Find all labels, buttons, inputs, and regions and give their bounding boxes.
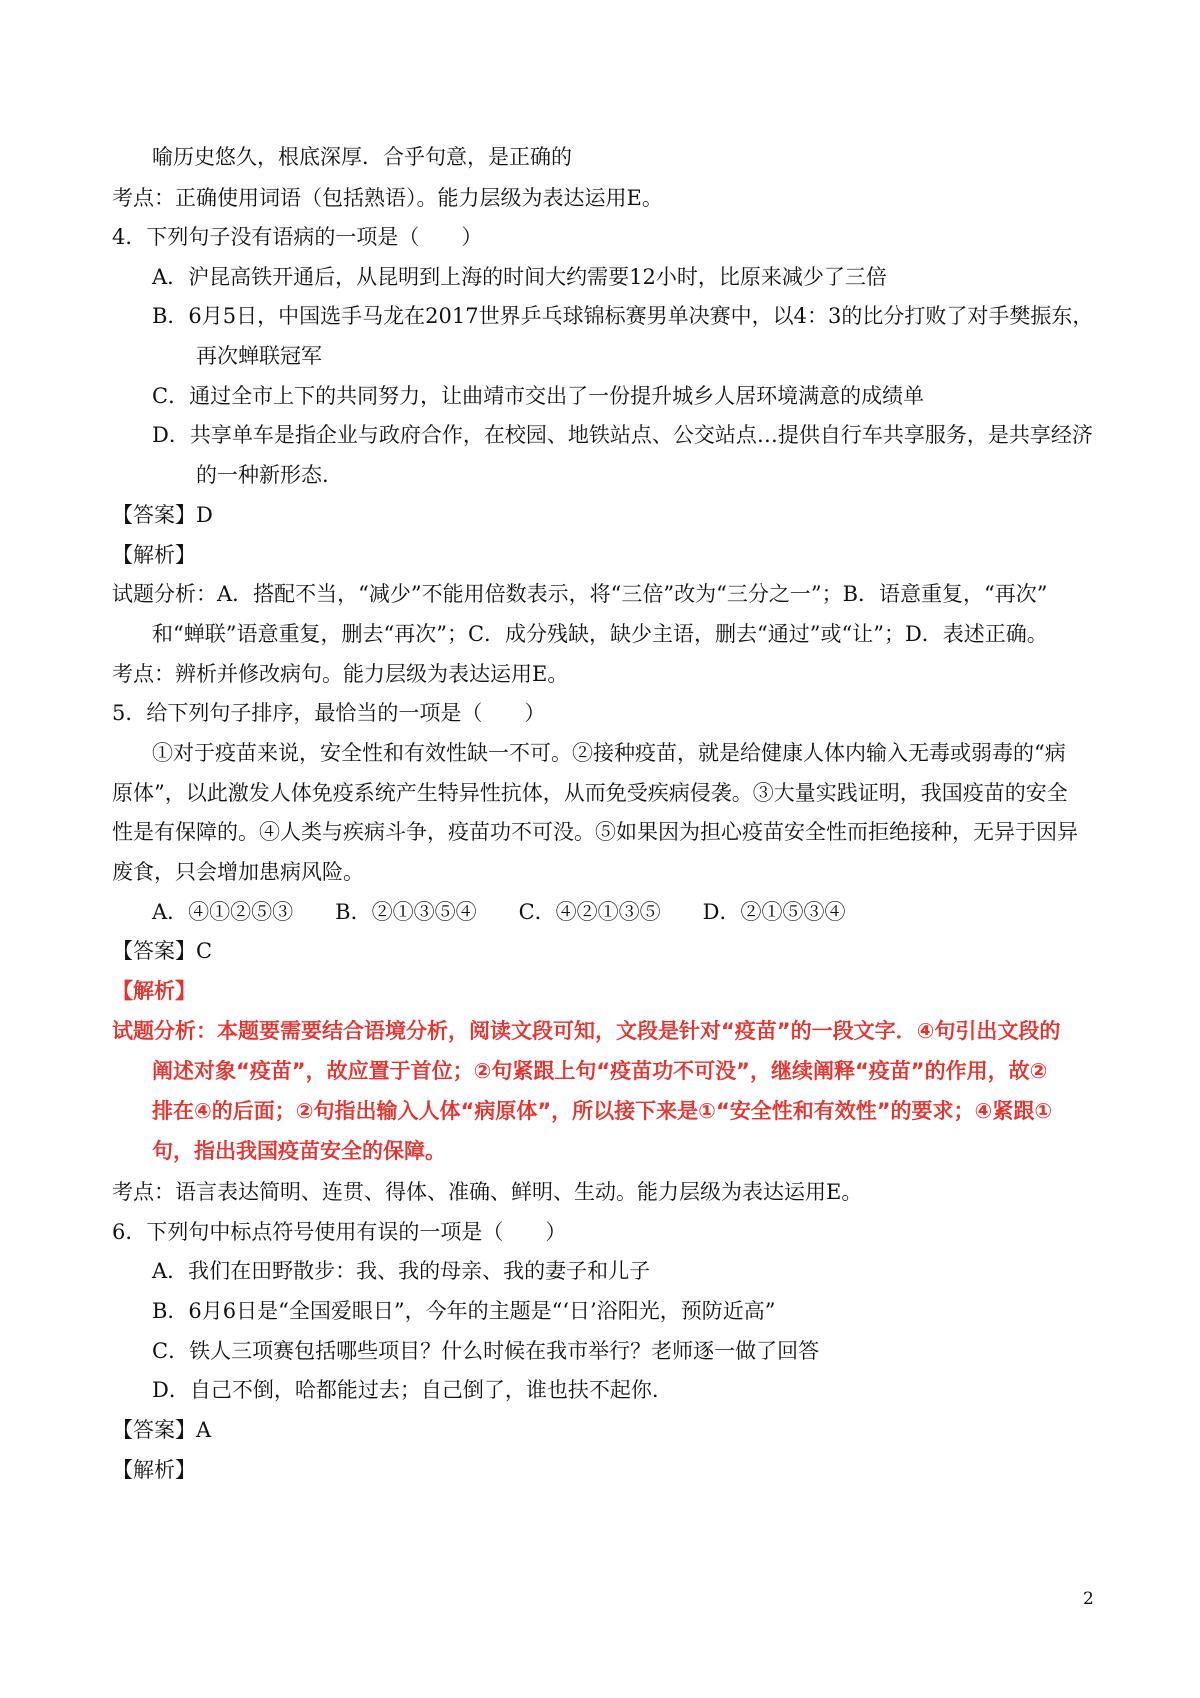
analysis-label: 【解析】 — [112, 543, 196, 567]
passage-text: ①对于疫苗来说，安全性和有效性缺一不可。②接种疫苗，就是给健康人体内输入无毒或弱毒的“病 — [152, 741, 1066, 765]
exam-point: 考点：辨析并修改病句。能力层级为表达运用E。 — [112, 662, 569, 686]
analysis-text: 试题分析：A．搭配不当，“减少”不能用倍数表示，将“三倍”改为“三分之一”；B．语意重复，“再次” — [112, 582, 1048, 606]
exam-point: 考点：语言表达简明、连贯、得体、准确、鲜明、生动。能力层级为表达运用E。 — [112, 1180, 863, 1204]
analysis-text-red: 排在④的后面；②句指出输入人体“病原体”，所以接下来是①“安全性和有效性”的要求；④紧跟① — [152, 1099, 1053, 1123]
option-a: A．沪昆高铁开通后，从昆明到上海的时间大约需要12小时，比原来减少了三倍 — [152, 265, 887, 289]
option-d: D．共享单车是指企业与政府合作，在校园、地铁站点、公交站点…提供自行车共享服务，是共享经济 — [152, 423, 1093, 447]
analysis-text-red: 试题分析：本题要需要结合语境分析，阅读文段可知，文段是针对“疫苗”的一段文字．④句引出文段的 — [112, 1019, 1061, 1043]
analysis-text-red: 阐述对象“疫苗”，故应置于首位；②句紧跟上句“疫苗功不可没”，继续阐释“疫苗”的作用，故② — [152, 1059, 1048, 1083]
answer-label: 【答案】D — [112, 503, 213, 527]
option-d: D．自己不倒，哈都能过去；自己倒了，谁也扶不起你. — [152, 1378, 659, 1402]
option-b: B．6月5日，中国选手马龙在2017世界乒乓球锦标赛男单决赛中，以4：3的比分打败了对手樊振东， — [152, 304, 1094, 328]
text-line: 考点：正确使用词语（包括熟语）。能力层级为表达运用E。 — [112, 186, 663, 210]
option-a: A．我们在田野散步：我、我的母亲、我的妻子和儿子 — [152, 1259, 651, 1283]
page-number: 2 — [1083, 1589, 1094, 1609]
text-line: 喻历史悠久，根底深厚．合乎句意，是正确的 — [152, 145, 572, 169]
question-6-stem: 6．下列句中标点符号使用有误的一项是（ ） — [112, 1220, 567, 1244]
option-b-cont: 再次蝉联冠军 — [196, 344, 322, 368]
question-4-stem: 4．下列句子没有语病的一项是（ ） — [112, 225, 483, 249]
answer-label: 【答案】C — [112, 939, 213, 963]
analysis-text: 和“蝉联”语意重复，删去“再次”；C．成分残缺，缺少主语，删去“通过”或“让”；D．表述正确。 — [152, 622, 1048, 646]
option-c: C．铁人三项赛包括哪些项目？什么时候在我市举行？老师逐一做了回答 — [152, 1339, 820, 1363]
answer-label: 【答案】A — [112, 1418, 212, 1442]
analysis-text-red: 句，指出我国疫苗安全的保障。 — [152, 1139, 446, 1163]
question-5-stem: 5．给下列句子排序，最恰当的一项是（ ） — [112, 701, 546, 725]
passage-text: 废食，只会增加患病风险。 — [112, 860, 364, 884]
passage-text: 性是有保障的。④人类与疾病斗争，疫苗功不可没。⑤如果因为担心疫苗安全性而拒绝接种，无异于因异 — [112, 820, 1078, 844]
analysis-label: 【解析】 — [112, 1458, 196, 1482]
option-d-cont: 的一种新形态. — [196, 463, 329, 487]
option-c: C．通过全市上下的共同努力，让曲靖市交出了一份提升城乡人居环境满意的成绩单 — [152, 384, 925, 408]
option-b: B．6月6日是“全国爱眼日”，今年的主题是“‘日’浴阳光，预防近高” — [152, 1299, 776, 1323]
passage-text: 原体”，以此激发人体免疫系统产生特异性抗体，从而免受疾病侵袭。③大量实践证明，我国疫苗的安全 — [112, 781, 1068, 805]
options-row: A．④①②⑤③ B．②①③⑤④ C．④②①③⑤ D．②①⑤③④ — [152, 900, 846, 924]
analysis-label-red: 【解析】 — [112, 979, 196, 1003]
